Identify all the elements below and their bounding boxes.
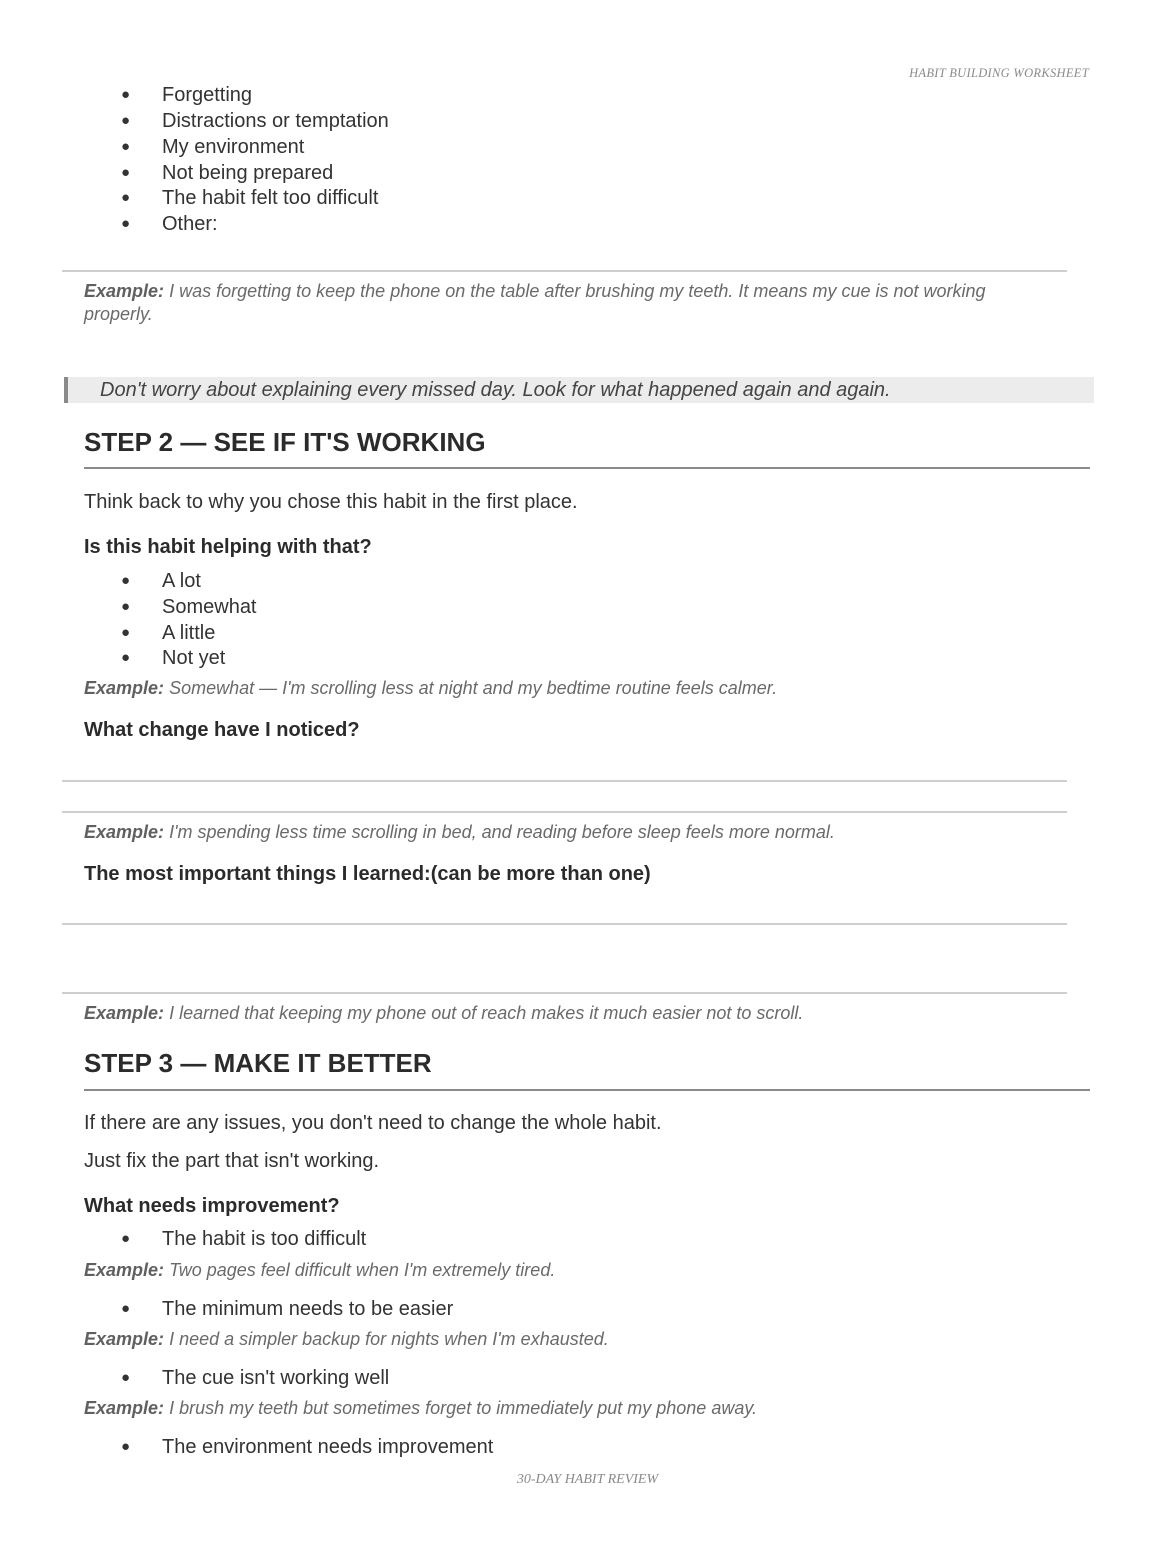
callout: Don't worry about explaining every missed day. Look for what happened again and again. bbox=[64, 377, 1094, 403]
bullet-icon: ● bbox=[121, 138, 131, 155]
bullet-icon: ● bbox=[121, 598, 131, 615]
bullet-icon: ● bbox=[121, 164, 131, 181]
example-text: Example: Somewhat — I'm scrolling less at night and my bedtime routine feels calmer. bbox=[84, 678, 778, 698]
bullet-icon: ● bbox=[121, 189, 131, 206]
intro-text: Just fix the part that isn't working. bbox=[84, 1150, 380, 1172]
answer-line[interactable] bbox=[62, 780, 1067, 782]
intro-text: If there are any issues, you don't need to change the whole habit. bbox=[84, 1112, 662, 1134]
bullet-icon: ● bbox=[121, 86, 131, 103]
intro-text: Think back to why you chose this habit in the first place. bbox=[84, 491, 578, 513]
question-label: The most important things I learned:(can be more than one) bbox=[84, 863, 651, 885]
heading-divider bbox=[84, 467, 1090, 469]
page-header: HABIT BUILDING WORKSHEET bbox=[909, 66, 1089, 80]
example-text: Example: I brush my teeth but sometimes forget to immediately put my phone away. bbox=[84, 1398, 757, 1418]
bullet-icon: ● bbox=[121, 112, 131, 129]
answer-line[interactable] bbox=[62, 992, 1067, 994]
bullet-icon: ● bbox=[121, 1230, 131, 1247]
example-text: Example: Two pages feel difficult when I'm extremely tired. bbox=[84, 1260, 556, 1280]
bullet-icon: ● bbox=[121, 1369, 131, 1386]
bullet-icon: ● bbox=[121, 1300, 131, 1317]
answer-line[interactable] bbox=[62, 811, 1067, 813]
example-text: Example: I learned that keeping my phone out of reach makes it much easier not to scroll. bbox=[84, 1003, 804, 1023]
question-label: Is this habit helping with that? bbox=[84, 536, 372, 558]
question-label: What change have I noticed? bbox=[84, 719, 360, 741]
answer-line[interactable] bbox=[62, 923, 1067, 925]
bullet-icon: ● bbox=[121, 572, 131, 589]
bullet-icon: ● bbox=[121, 215, 131, 232]
bullet-icon: ● bbox=[121, 1438, 131, 1455]
bullet-icon: ● bbox=[121, 649, 131, 666]
example-text: Example: I was forgetting to keep the phone on the table after brushing my teeth. It means my cue is not working properly. bbox=[84, 281, 986, 324]
question-label: What needs improvement? bbox=[84, 1195, 340, 1217]
answer-line[interactable] bbox=[62, 270, 1067, 272]
page-footer: 30-DAY HABIT REVIEW bbox=[516, 1472, 659, 1487]
bullet-icon: ● bbox=[121, 624, 131, 641]
example-text: Example: I'm spending less time scrolling in bed, and reading before sleep feels more normal. bbox=[84, 822, 835, 842]
section-heading: STEP 3 — MAKE IT BETTER bbox=[84, 1048, 432, 1078]
heading-divider bbox=[84, 1089, 1090, 1091]
section-heading: STEP 2 — SEE IF IT'S WORKING bbox=[84, 427, 486, 457]
example-text: Example: I need a simpler backup for nights when I'm exhausted. bbox=[84, 1329, 609, 1349]
